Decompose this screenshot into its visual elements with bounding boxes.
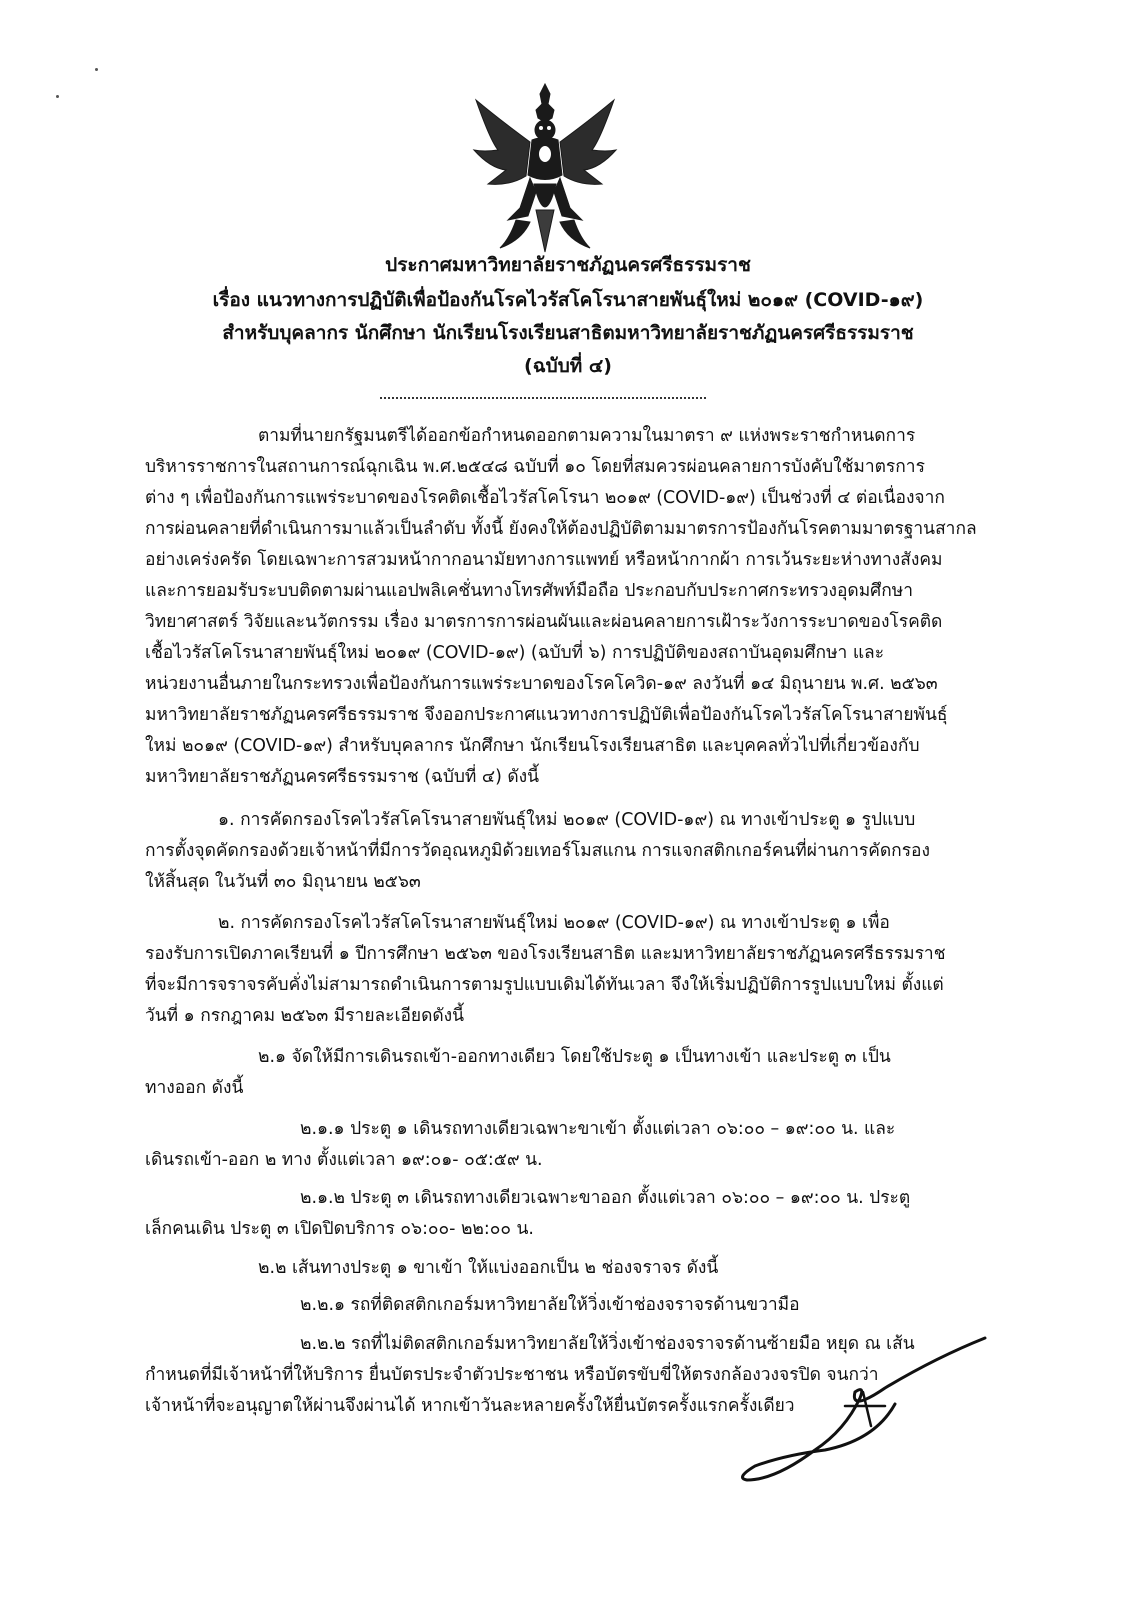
- item-2-line: รองรับการเปิดภาคเรียนที่ ๑ ปีการศึกษา ๒๕๖๓ ของโรงเรียนสาธิต และมหาวิทยาลัยราชภัฏนครศรีธรรมราช: [145, 944, 946, 964]
- item-2-1-line: ๒.๑ จัดให้มีการเดินรถเข้า-ออกทางเดียว โดยใช้ประตู ๑ เป็นทางเข้า และประตู ๓ เป็น: [258, 1047, 891, 1067]
- item-2-line: ๒. การคัดกรองโรคไวรัสโคโรนาสายพันธุ์ใหม่ ๒๐๑๙ (COVID-๑๙) ณ ทางเข้าประตู ๑ เพื่อ: [218, 913, 890, 933]
- signature-mark: [735, 1330, 995, 1490]
- intro-line: อย่างเคร่งครัด โดยเฉพาะการสวมหน้ากากอนามัยทางการแพทย์ หรือหน้ากากผ้า การเว้นระยะห่างทางสังคม: [145, 550, 943, 570]
- item-2-2-2-line: กำหนดที่มีเจ้าหน้าที่ให้บริการ ยื่นบัตรประจำตัวประชาชน หรือบัตรขับขี่ให้ตรงกล้องวงจรปิด จนกว่า: [145, 1365, 879, 1385]
- item-2-2-1-line: ๒.๒.๑ รถที่ติดสติกเกอร์มหาวิทยาลัยให้วิ่งเข้าช่องจราจรด้านขวามือ: [300, 1295, 800, 1315]
- intro-line: และการยอมรับระบบติดตามผ่านแอปพลิเคชั่นทางโทรศัพท์มือถือ ประกอบกับประกาศกระทรวงอุดมศึกษา: [145, 581, 913, 601]
- item-1-line: ให้สิ้นสุด ในวันที่ ๓๐ มิถุนายน ๒๕๖๓: [145, 872, 421, 892]
- item-2-1-line: ทางออก ดังนี้: [145, 1078, 244, 1098]
- scan-speck: [95, 68, 98, 71]
- intro-line: ใหม่ ๒๐๑๙ (COVID-๑๙) สำหรับบุคลากร นักศึกษา นักเรียนโรงเรียนสาธิต และบุคคลทั่วไปที่เกี่ยวข้องกับ: [145, 736, 920, 756]
- item-2-1-2-line: ๒.๑.๒ ประตู ๓ เดินรถทางเดียวเฉพาะขาออก ตั้งแต่เวลา ๐๖:๐๐ – ๑๙:๐๐ น. ประตู: [300, 1188, 911, 1208]
- intro-line: ตามที่นายกรัฐมนตรีได้ออกข้อกำหนดออกตามความในมาตรา ๙ แห่งพระราชกำหนดการ: [258, 426, 916, 446]
- item-2-line: วันที่ ๑ กรกฎาคม ๒๕๖๓ มีรายละเอียดดังนี้: [145, 1006, 465, 1026]
- item-2-1-2-line: เล็กคนเดิน ประตู ๓ เปิดปิดบริการ ๐๖:๐๐- ๒๒:๐๐ น.: [145, 1219, 534, 1239]
- item-1-line: ๑. การคัดกรองโรคไวรัสโคโรนาสายพันธุ์ใหม่ ๒๐๑๙ (COVID-๑๙) ณ ทางเข้าประตู ๑ รูปแบบ: [218, 810, 916, 830]
- intro-line: การผ่อนคลายที่ดำเนินการมาแล้วเป็นลำดับ ทั้งนี้ ยังคงให้ต้องปฏิบัติตามมาตรการป้องกันโรคตามมาตรฐานสากล: [145, 519, 977, 539]
- item-1-line: การตั้งจุดคัดกรองด้วยเจ้าหน้าที่มีการวัดอุณหภูมิด้วยเทอร์โมสแกน การแจกสติกเกอร์คนที่ผ่านการคัดกรอง: [145, 841, 930, 861]
- scan-speck: [56, 95, 59, 98]
- announcement-audience: สำหรับบุคลากร นักศึกษา นักเรียนโรงเรียนสาธิตมหาวิทยาลัยราชภัฏนครศรีธรรมราช: [222, 322, 914, 344]
- intro-line: บริหารราชการในสถานการณ์ฉุกเฉิน พ.ศ.๒๕๔๘ ฉบับที่ ๑๐ โดยที่สมควรผ่อนคลายการบังคับใช้มาตรการ: [145, 457, 925, 477]
- item-2-2-2-line: เจ้าหน้าที่จะอนุญาตให้ผ่านจึงผ่านได้ หากเข้าวันละหลายครั้งให้ยื่นบัตรครั้งแรกครั้งเดียว: [145, 1396, 795, 1416]
- intro-line: ต่าง ๆ เพื่อป้องกันการแพร่ระบาดของโรคติดเชื้อไวรัสโคโรนา ๒๐๑๙ (COVID-๑๙) เป็นช่วงที่ ๔ ต่อเนื่องจาก: [145, 488, 945, 508]
- garuda-emblem: [470, 80, 620, 255]
- title-divider: [380, 393, 706, 399]
- item-2-1-1-line: ๒.๑.๑ ประตู ๑ เดินรถทางเดียวเฉพาะขาเข้า ตั้งแต่เวลา ๐๖:๐๐ – ๑๙:๐๐ น. และ: [300, 1119, 896, 1139]
- intro-line: มหาวิทยาลัยราชภัฏนครศรีธรรมราช จึงออกประกาศแนวทางการปฏิบัติเพื่อป้องกันโรคไวรัสโคโรนาสายพันธุ์: [145, 705, 948, 725]
- item-2-2-line: ๒.๒ เส้นทางประตู ๑ ขาเข้า ให้แบ่งออกเป็น ๒ ช่องจราจร ดังนี้: [258, 1258, 719, 1278]
- intro-line: วิทยาศาสตร์ วิจัยและนวัตกรรม เรื่อง มาตรการการผ่อนผันและผ่อนคลายการเฝ้าระวังการระบาดของโรคติด: [145, 612, 943, 632]
- announcement-subject: เรื่อง แนวทางการปฏิบัติเพื่อป้องกันโรคไวรัสโคโรนาสายพันธุ์ใหม่ ๒๐๑๙ (COVID-๑๙): [212, 289, 924, 311]
- intro-line: มหาวิทยาลัยราชภัฏนครศรีธรรมราช (ฉบับที่ ๔) ดังนี้: [145, 767, 540, 787]
- announcement-issue: (ฉบับที่ ๔): [524, 355, 612, 377]
- item-2-line: ที่จะมีการจราจรคับคั่งไม่สามารถดำเนินการตามรูปแบบเดิมได้ทันเวลา จึงให้เริ่มปฏิบัติการรูปแบบใหม่ ตั้งแต่: [145, 975, 944, 995]
- intro-line: เชื้อไวรัสโคโรนาสายพันธุ์ใหม่ ๒๐๑๙ (COVID-๑๙) (ฉบับที่ ๖) การปฏิบัติของสถาบันอุดมศึกษา และ: [145, 643, 885, 663]
- announcement-title: ประกาศมหาวิทยาลัยราชภัฏนครศรีธรรมราช: [385, 254, 751, 276]
- item-2-2-2-line: ๒.๒.๒ รถที่ไม่ติดสติกเกอร์มหาวิทยาลัยให้วิ่งเข้าช่องจราจรด้านซ้ายมือ หยุด ณ เส้น: [300, 1334, 915, 1354]
- intro-line: หน่วยงานอื่นภายในกระทรวงเพื่อป้องกันการแพร่ระบาดของโรคโควิด-๑๙ ลงวันที่ ๑๔ มิถุนายน พ.ศ. ๒๕๖๓: [145, 674, 938, 694]
- item-2-1-1-line: เดินรถเข้า-ออก ๒ ทาง ตั้งแต่เวลา ๑๙:๐๑- ๐๕:๕๙ น.: [145, 1150, 543, 1170]
